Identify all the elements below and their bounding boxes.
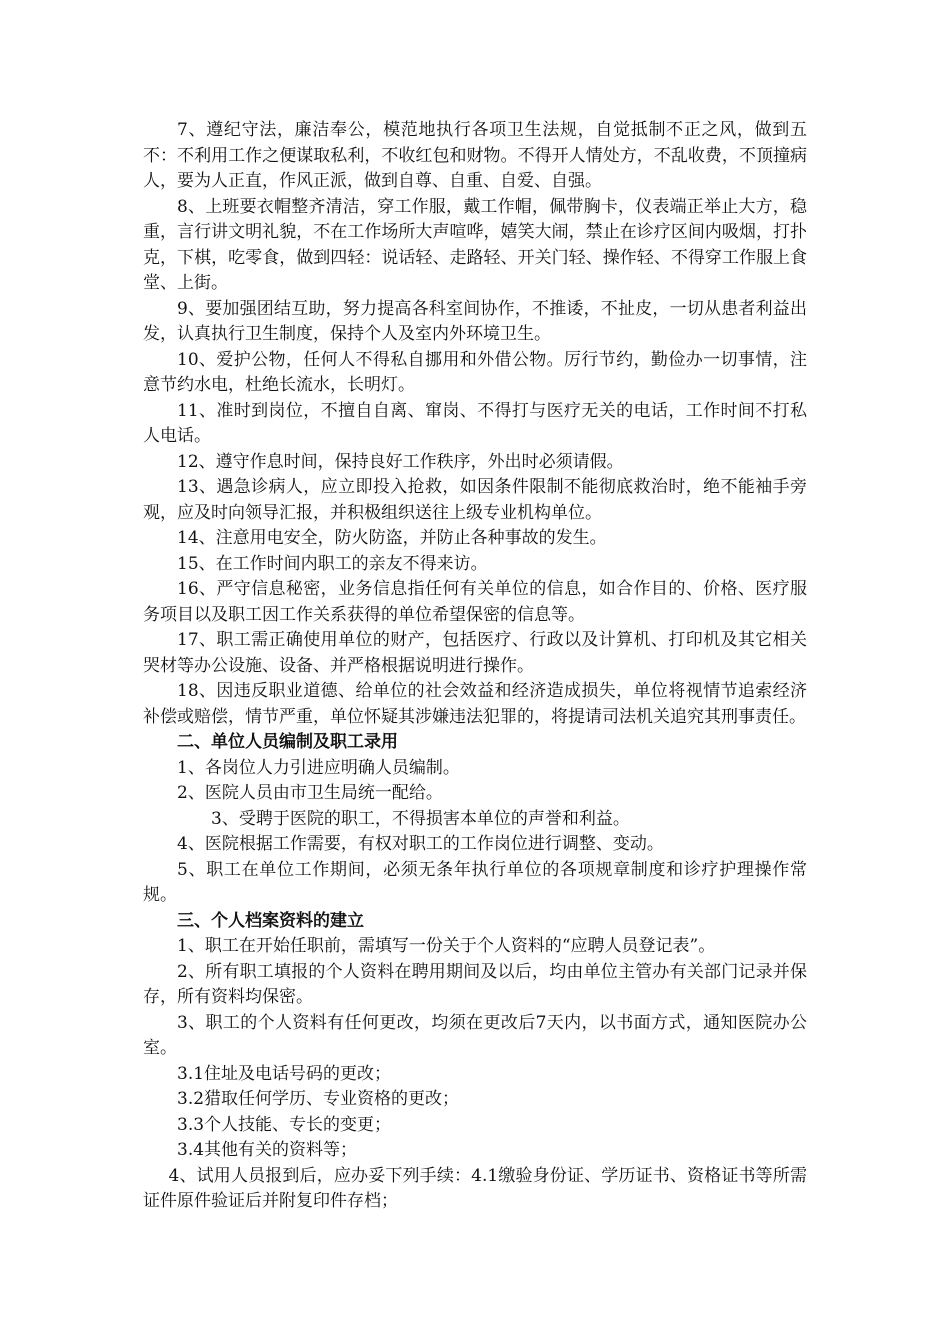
paragraph: 3.1住址及电话号码的更改； [177,1063,392,1084]
paragraph: 7、遵纪守法，廉洁奉公，模范地执行各项卫生法规，自觉抵制不正之风，做到五不：不利用工作之便谋取私利，不收红包和财物。不得开人情处方，不乱收费，不顶撞病人，要为人正直，作风正派，做到自尊、自重、自爱、自强。 [143,120,807,191]
paragraph: 4、医院根据工作需要，有权对职工的工作岗位进行调整、变动。 [177,834,664,854]
paragraph: 2、所有职工填报的个人资料在聘用期间及以后，均由单位主管办有关部门记录并保存，所有资料均保密。 [143,961,807,1007]
paragraph: 5、职工在单位工作期间，必须无条年执行单位的各项规章制度和诊疗护理操作常规。 [143,859,807,905]
paragraph: 15、在工作时间内职工的亲友不得来访。 [177,553,488,574]
section-heading: 二、单位人员编制及职工录用 [177,732,398,752]
paragraph: 12、遵守作息时间，保持良好工作秩序，外出时必须请假。 [177,451,624,472]
paragraph: 2、医院人员由市卫生局统一配给。 [177,783,443,803]
document-body [143,118,807,1215]
paragraph: 10、爱护公物，任何人不得私自挪用和外借公物。厉行节约，勤俭办一切事情，注意节约水电，杜绝长流水，长明灯。 [143,349,807,395]
paragraph: 9、要加强团结互助，努力提高各科室间协作，不推诿，不扯皮，一切从患者利益出发，认真执行卫生制度，保持个人及室内外环境卫生。 [143,298,807,344]
paragraph: 3.4其他有关的资料等； [177,1140,358,1160]
paragraph: 1、职工在开始任职前，需填写一份关于个人资料的“应聘人员登记表”。 [177,936,716,956]
paragraph: 16、严守信息秘密，业务信息指任何有关单位的信息，如合作目的、价格、医疗服务项目以及职工因工作关系获得的单位希望保密的信息等。 [143,579,807,625]
paragraph: 14、注意用电安全，防火防盗，并防止各种事故的发生。 [177,528,607,548]
paragraph: 17、职工需正确使用单位的财产，包括医疗、行政以及计算机、打印机及其它相关哭材等办公设施、设备、并严格根据说明进行操作。 [143,630,807,676]
paragraph: 3.2猎取任何学历、专业资格的更改； [177,1089,460,1109]
paragraph: 3、受聘于医院的职工，不得损害本单位的声誉和利益。 [211,808,630,829]
section-heading: 三、个人档案资料的建立 [177,910,364,931]
paragraph: 1、各岗位人力引进应明确人员编制。 [177,757,460,778]
paragraph: 11、准时到岗位，不擅自自离、窜岗、不得打与医疗无关的电话，工作时间不打私人电话。 [143,400,807,446]
paragraph: 13、遇急诊病人，应立即投入抢救，如因条件限制不能彻底救治时，绝不能袖手旁观，应及时向领导汇报，并积极组织送往上级专业机构单位。 [143,477,807,523]
paragraph: 18、因违反职业道德、给单位的社会效益和经济造成损失，单位将视情节追索经济补偿或赔偿，情节严重，单位怀疑其涉嫌违法犯罪的，将提请司法机关追究其刑事责任。 [143,681,807,727]
paragraph: 3、职工的个人资料有任何更改，均须在更改后7天内，以书面方式，通知医院办公室。 [143,1012,807,1058]
paragraph: 8、上班要衣帽整齐清洁，穿工作服，戴工作帽，佩带胸卡，仪表端正举止大方，稳重，言行讲文明礼貌，不在工作场所大声喧哗，嬉笑大闹，禁止在诊疗区间内吸烟，打扑克，下棋，吃零食，做到四轻：说话轻、走路轻、开关门轻、操作轻、不得穿工作服上食堂、上街。 [143,196,807,293]
paragraph: 4、试用人员报到后，应办妥下列手续：4.1缴验身份证、学历证书、资格证书等所需证件原件验证后并附复印件存档； [143,1165,807,1211]
paragraph: 3.3个人技能、专长的变更； [177,1114,392,1135]
